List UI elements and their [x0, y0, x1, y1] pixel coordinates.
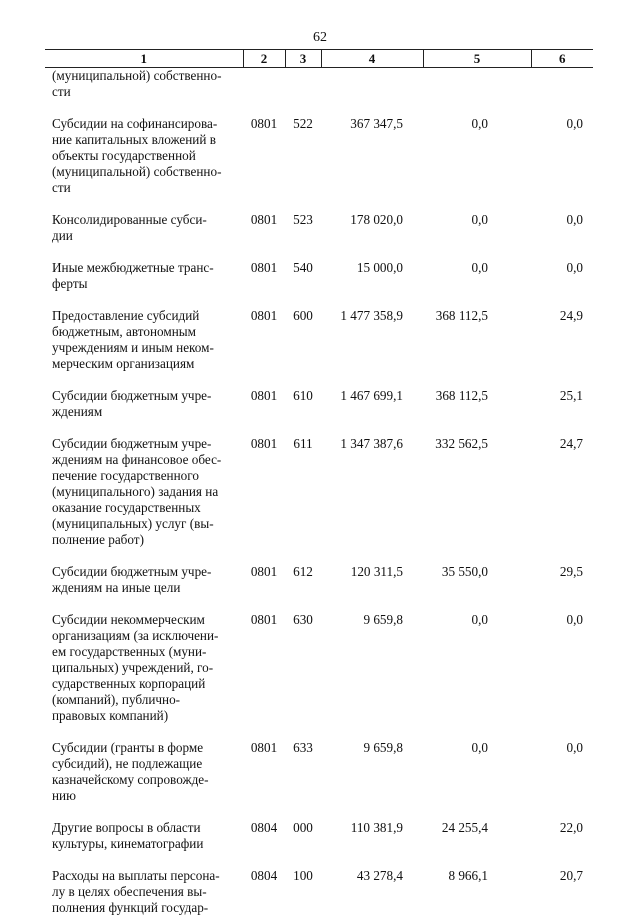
table-row: [45, 388, 593, 436]
table-row: [45, 212, 593, 260]
expense-type-code: 000: [293, 820, 313, 835]
row-description: Субсидии бюджетным учре- ждениям на финансовое обес- печение государственного (муниципального) задания на оказание государственных (муниципальных) услуг (вы- полнение работ): [52, 436, 222, 547]
section-code: 0801: [250, 308, 278, 323]
execution-percent: 22,0: [559, 820, 583, 835]
execution-percent: 20,7: [559, 868, 583, 883]
expense-type-code: 633: [293, 740, 313, 755]
row-description: Консолидированные субси- дии: [52, 212, 207, 243]
planned-amount: 9 659,8: [363, 740, 403, 755]
table-row: [45, 740, 593, 820]
table-row: [45, 260, 593, 308]
section-code: 0801: [250, 612, 278, 627]
table-row: [45, 612, 593, 740]
page-number: 62: [313, 30, 327, 45]
executed-amount: 0,0: [471, 212, 488, 227]
table-row: [45, 564, 593, 612]
row-description: Субсидии на софинансирова- ние капитальных вложений в объекты государственной (муниципальной) собственно- сти: [52, 116, 222, 195]
expense-type-code: [285, 68, 321, 117]
planned-amount: 1 467 699,1: [340, 388, 403, 403]
section-code: [243, 68, 285, 117]
planned-amount: 120 311,5: [350, 564, 403, 579]
row-description: (муниципальной) собственно- сти: [52, 68, 222, 99]
expense-type-code: 630: [293, 612, 313, 627]
executed-amount: 35 550,0: [441, 564, 488, 579]
section-code: 0804: [250, 820, 278, 835]
column-header: 4: [321, 50, 423, 68]
execution-percent: 0,0: [566, 212, 583, 227]
section-code: 0801: [250, 564, 278, 579]
row-description: Иные межбюджетные транс- ферты: [52, 260, 214, 291]
planned-amount: 110 381,9: [350, 820, 403, 835]
planned-amount: 9 659,8: [363, 612, 403, 627]
row-description: Субсидии бюджетным учре- ждениям: [52, 388, 212, 419]
planned-amount: 15 000,0: [356, 260, 403, 275]
table-row: [45, 308, 593, 388]
execution-percent: 29,5: [559, 564, 583, 579]
row-description: Расходы на выплаты персона- лу в целях обеспечения вы- полнения функций государ-: [52, 868, 220, 915]
column-header: 1: [45, 50, 243, 68]
execution-percent: 0,0: [566, 740, 583, 755]
table-row: [45, 436, 593, 564]
column-header: 5: [423, 50, 531, 68]
row-description: Другие вопросы в области культуры, кинематографии: [52, 820, 204, 851]
executed-amount: 8 966,1: [448, 868, 488, 883]
expense-type-code: 600: [293, 308, 313, 323]
budget-table: [45, 49, 593, 916]
planned-amount: 1 347 387,6: [340, 436, 403, 451]
execution-percent: 0,0: [566, 116, 583, 131]
planned-amount: 43 278,4: [356, 868, 403, 883]
executed-amount: 24 255,4: [441, 820, 488, 835]
row-description: Предоставление субсидий бюджетным, автономным учреждениям и иным неком- мерческим организациям: [52, 308, 214, 371]
executed-amount: [423, 68, 531, 117]
row-description: Субсидии бюджетным учре- ждениям на иные цели: [52, 564, 212, 595]
execution-percent: 25,1: [559, 388, 583, 403]
table-row: [45, 868, 593, 916]
executed-amount: 0,0: [471, 260, 488, 275]
executed-amount: 0,0: [471, 612, 488, 627]
planned-amount: [321, 68, 423, 117]
column-header: 3: [285, 50, 321, 68]
column-header: 2: [243, 50, 285, 68]
planned-amount: 1 477 358,9: [340, 308, 403, 323]
expense-type-code: 523: [293, 212, 313, 227]
section-code: 0801: [250, 260, 278, 275]
section-code: 0801: [250, 212, 278, 227]
planned-amount: 178 020,0: [350, 212, 403, 227]
expense-type-code: 612: [293, 564, 313, 579]
table-row: [45, 68, 593, 117]
expense-type-code: 100: [293, 868, 313, 883]
expense-type-code: 522: [293, 116, 313, 131]
executed-amount: 0,0: [471, 116, 488, 131]
executed-amount: 368 112,5: [435, 388, 488, 403]
execution-percent: 0,0: [566, 260, 583, 275]
section-code: 0801: [250, 436, 278, 451]
section-code: 0801: [250, 388, 278, 403]
expense-type-code: 540: [293, 260, 313, 275]
section-code: 0804: [250, 868, 278, 883]
executed-amount: 332 562,5: [435, 436, 488, 451]
table-row: [45, 820, 593, 868]
table-row: [45, 116, 593, 212]
execution-percent: 0,0: [566, 612, 583, 627]
column-header: 6: [531, 50, 593, 68]
executed-amount: 0,0: [471, 740, 488, 755]
row-description: Субсидии (гранты в форме субсидий), не подлежащие казначейскому сопровожде- нию: [52, 740, 209, 803]
section-code: 0801: [250, 116, 278, 131]
expense-type-code: 610: [293, 388, 313, 403]
executed-amount: 368 112,5: [435, 308, 488, 323]
execution-percent: 24,9: [559, 308, 583, 323]
row-description: Субсидии некоммерческим организациям (за исключени- ем государственных (муни- ципальных) учреждений, го- сударственных корпораций (компаний), публично- правовых компаний): [52, 612, 219, 723]
section-code: 0801: [250, 740, 278, 755]
planned-amount: 367 347,5: [350, 116, 403, 131]
expense-type-code: 611: [293, 436, 313, 451]
execution-percent: [531, 68, 593, 117]
execution-percent: 24,7: [559, 436, 583, 451]
table-header-row: [45, 50, 593, 68]
